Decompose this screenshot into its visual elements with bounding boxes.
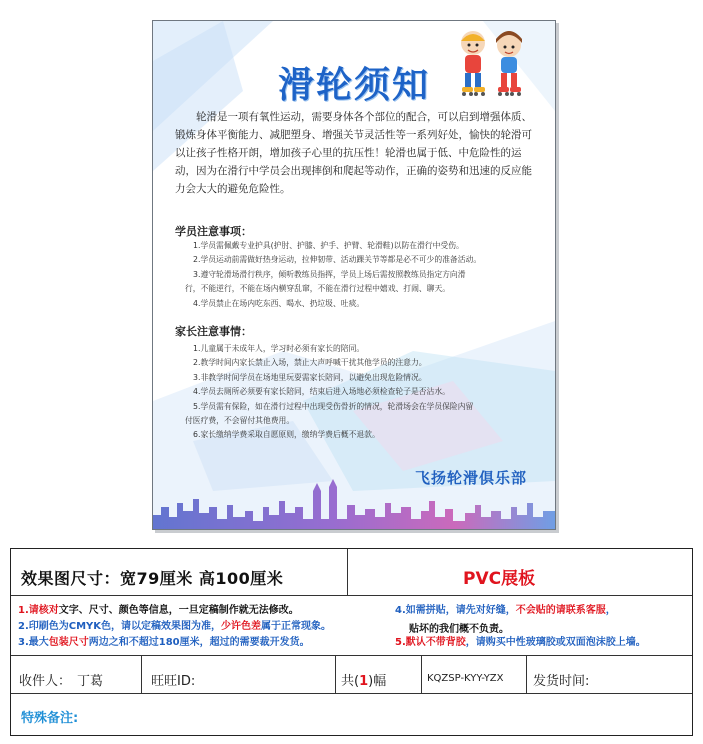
students-rule-item: 行，不能逆行，不能在场内横穿乱窜，不能在滑行过程中嬉戏、打闹、聊天。 bbox=[185, 284, 451, 294]
parents-rule-item: 付医疗费，不会留付其他费用。 bbox=[185, 416, 295, 426]
parents-rule-item: 3.非教学时间学员在场地里玩耍需家长陪同，以避免出现危险情况。 bbox=[193, 372, 427, 382]
poster-intro: 轮滑是一项有氧性运动，需要身体各个部位的配合，可以启到增强体质、锻炼身体平衡能力、减肥塑身、增强关节灵活性等一系列好处，愉快的轮滑可以让孩子性格开朗，增加孩子心里的抗压性！轮滑也属于低、中危险性的运动，因为在滑行中学员会出现摔倒和爬起等动作，正确的姿势和迅速的反应能力会大大的避免危险性。 bbox=[175, 111, 532, 195]
city-skyline-illustration bbox=[153, 477, 555, 529]
ship-time-label: 发货时间: bbox=[533, 674, 590, 689]
parents-rule-item: 1.儿童属于未成年人，学习时必须有家长的陪同。 bbox=[193, 344, 365, 353]
parents-rules-list bbox=[185, 342, 533, 443]
poster-title: 滑轮须知 bbox=[277, 65, 430, 106]
students-rule-item: 1.学员需佩戴专业护具(护肘、护膝、护手、护臂、轮滑鞋)以防在滑行中受伤。 bbox=[193, 241, 464, 250]
students-rules-list bbox=[185, 239, 533, 311]
product-code: KQZSP-KYY-YZX bbox=[427, 673, 504, 684]
parents-rule-item: 5.学员需有保险，如在滑行过程中出现受伤骨折的情况，轮滑场会在学员保险内留 bbox=[193, 401, 474, 411]
note-1: 1.请核对文字、尺寸、颜色等信息，一旦定稿制作就无法修改。 bbox=[18, 605, 299, 616]
club-name: 飞扬轮滑俱乐部 bbox=[415, 469, 528, 487]
effect-size-label: 效果图尺寸：宽79厘米 高100厘米 bbox=[21, 569, 284, 588]
divider bbox=[526, 655, 527, 693]
divider bbox=[347, 549, 348, 595]
note-5: 5.默认不带背胶，请购买中性玻璃胶或双面泡沫胶上墙。 bbox=[395, 637, 646, 648]
parents-section-title: 家长注意事情： bbox=[175, 325, 252, 338]
note-4-continued: 贴坏的我们概不负责。 bbox=[409, 624, 509, 635]
divider bbox=[11, 693, 692, 694]
divider bbox=[335, 655, 336, 693]
students-rule-item: 4.学员禁止在场内吃东西、喝水、扔垃圾、吐痰。 bbox=[193, 298, 365, 308]
order-spec-table bbox=[10, 548, 693, 736]
divider bbox=[11, 655, 692, 656]
parents-rule-item: 4.学员去厕所必须要有家长陪同，结束后进入场地必须检查轮子是否沾水。 bbox=[193, 387, 450, 397]
students-section-title: 学员注意事项： bbox=[175, 225, 252, 238]
students-rule-item: 2.学员运动前需做好热身运动，拉伸韧带、活动踝关节等都是必不可少的准备活动。 bbox=[193, 255, 482, 265]
note-4: 4.如需拼贴，请先对好缝，不会贴的请联系客服， bbox=[395, 605, 616, 616]
recipient-field: 收件人： 丁葛 bbox=[19, 674, 104, 689]
parents-rule-item: 6.家长缴纳学费采取自愿原则，缴纳学费后概不退款。 bbox=[193, 430, 380, 440]
material-label: PVC展板 bbox=[463, 569, 536, 589]
divider bbox=[11, 595, 692, 596]
quantity-field: 共(1)幅 bbox=[341, 674, 387, 689]
wangwang-id-label: 旺旺ID: bbox=[151, 674, 196, 689]
note-3: 3.最大包装尺寸两边之和不超过180厘米，超过的需要裁开发货。 bbox=[18, 637, 310, 648]
students-rule-item: 3.遵守轮滑场滑行秩序，倾听教练员指挥，学员上场后需按照教练员指定方向滑 bbox=[193, 269, 466, 279]
special-remark-label: 特殊备注: bbox=[21, 711, 79, 726]
skating-kids-illustration bbox=[453, 25, 531, 99]
divider bbox=[421, 655, 422, 693]
parents-rule-item: 2.教学时间内家长禁止入场，禁止大声呼喊干扰其他学员的注意力。 bbox=[193, 358, 427, 368]
poster bbox=[152, 20, 556, 530]
note-2: 2.印刷色为CMYK色，请以定稿效果图为准，少许色差属于正常现象。 bbox=[18, 621, 332, 632]
divider bbox=[141, 655, 142, 693]
